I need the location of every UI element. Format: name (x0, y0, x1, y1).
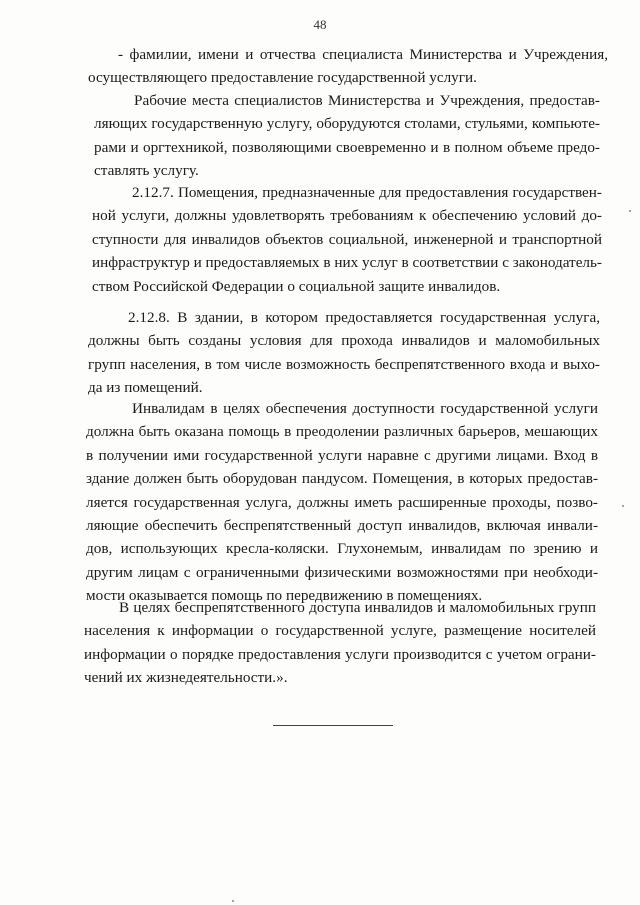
text-line: рами и оргтехникой, позволяющими своевременно и в полном объеме предо- (94, 138, 600, 156)
text-line: ством Российской Федерации о социальной защите инвалидов. (92, 277, 501, 295)
scan-speck (622, 505, 624, 507)
text-line: В целях беспрепятственного доступа инвалидов и маломобильных групп (119, 599, 596, 616)
text-line: Рабочие места специалистов Министерства и Учреждения, предостав- (134, 92, 600, 109)
text-line: Инвалидам в целях обеспечения доступности государственной услуги (132, 400, 598, 417)
paragraph-information-access (84, 596, 596, 690)
text-line: населения к информации о государственной услуге, размещение носителей (84, 622, 596, 640)
text-line: 2.12.8. В здании, в котором предоставляется государственная услуга, (128, 309, 600, 326)
text-line: должны быть созданы условия для прохода инвалидов и маломобильных (88, 332, 600, 350)
text-line: ляющие обеспечить беспрепятственный доступ инвалидов, включая инвали- (86, 516, 598, 534)
text-line: другим лицам с ограниченными физическими возможностями при необходи- (86, 563, 598, 581)
text-line: мости оказывается помощь по передвижению в помещениях. (86, 587, 483, 605)
text-line: да из помещений. (88, 379, 203, 397)
text-line: 2.12.7. Помещения, предназначенные для предоставления государствен- (132, 184, 602, 201)
text-line: информации о порядке предоставления услуги производится с учетом ограни- (84, 645, 596, 663)
text-line: групп населения, в том числе возможность беспрепятственного входа и выхо- (88, 355, 600, 373)
text-line: ляющих государственную услугу, оборудуются столами, стульями, компьюте- (94, 115, 600, 133)
text-line: здание должен быть оборудован пандусом. Помещения, в которых предостав- (86, 470, 598, 488)
text-line: чений их жизнедеятельности.». (84, 669, 288, 687)
paragraph-workplaces (94, 89, 600, 183)
page-number: 48 (313, 17, 327, 32)
text-line: инфраструктур и предоставляемых в них услуг в соответствии с законодатель- (92, 254, 602, 272)
paragraph-assistance (86, 397, 598, 608)
text-line: ставлять услугу. (94, 162, 199, 180)
text-line: в получении ими государственной услуги наравне с другими лицами. Вход в (86, 446, 598, 464)
paragraph-contact-details (88, 43, 608, 90)
text-line: осуществляющего предоставление государственной услуги. (88, 69, 477, 87)
text-line: - фамилии, имени и отчества специалиста Министерства и Учреждения, (118, 46, 608, 63)
scan-speck (629, 210, 631, 212)
text-line: дов, использующих кресла-коляски. Глухонемым, инвалидам по зрению и (86, 540, 598, 558)
text-line: должна быть оказана помощь в преодолении различных барьеров, мешающих (86, 423, 598, 441)
text-line: ляется государственная услуга, должны иметь расширенные проходы, позво- (86, 493, 598, 511)
text-line: ной услуги, должны удовлетворять требованиям к обеспечению условий до- (92, 207, 602, 225)
paragraph-2-12-8 (88, 306, 600, 400)
text-line: ступности для инвалидов объектов социальной, инженерной и транспортной (92, 230, 602, 248)
paragraph-2-12-7 (92, 181, 602, 298)
scan-speck (232, 900, 234, 902)
end-divider-line (273, 725, 393, 726)
